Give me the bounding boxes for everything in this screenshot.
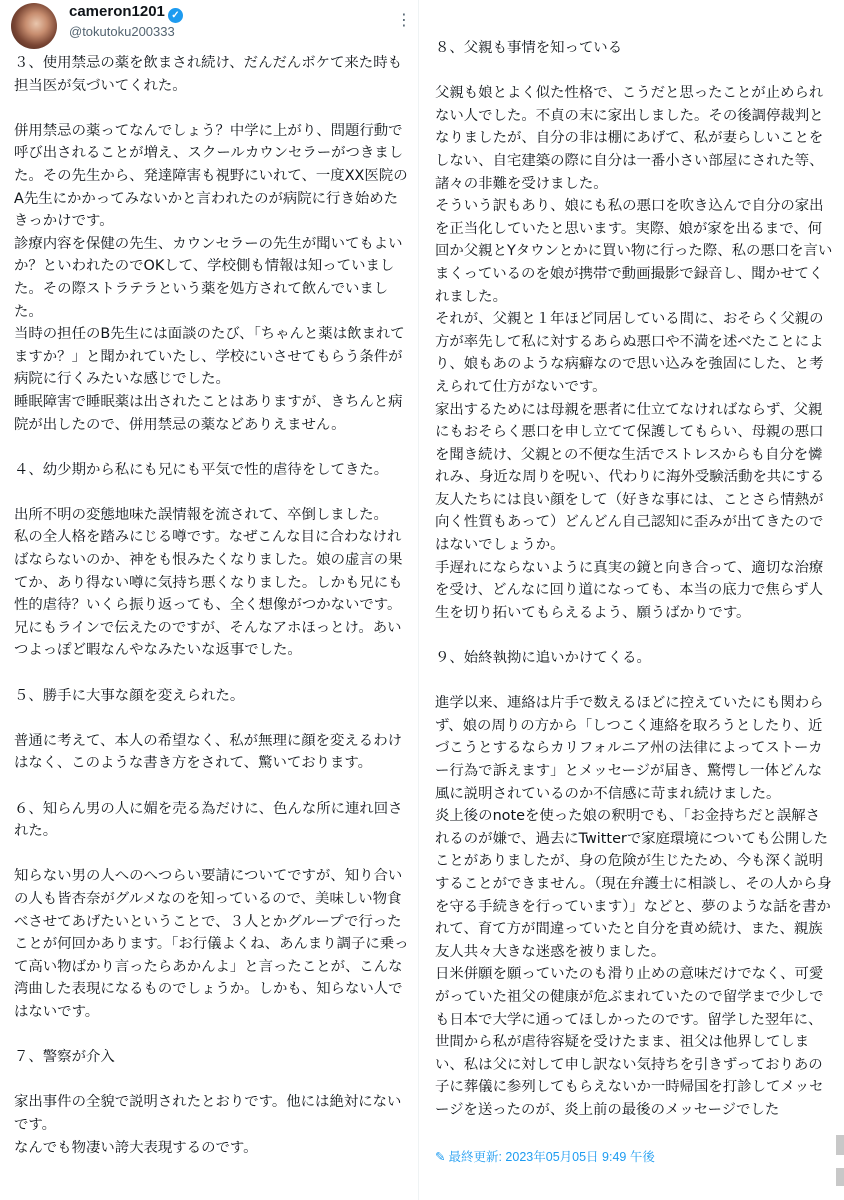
paragraph: そういう訳もあり、娘にも私の悪口を吹き込んで自分の家出を正当化していたと思います。実際、娘が家を出るまで、何回か父親とYタウンとかに買い物に行った際、私の悪口を言いまくっているのを娘が携帯で動画撮影で録音し、聞かせてくれました。 bbox=[435, 198, 833, 305]
paragraph: ７、警察が介入 bbox=[14, 1049, 115, 1066]
paragraph: ３、使用禁忌の薬を飲まされ続け、だんだんボケて来た時も担当医が気づいてくれた。 bbox=[14, 55, 402, 94]
paragraph-gap bbox=[14, 1069, 412, 1092]
scrollbar-thumb[interactable] bbox=[836, 1135, 844, 1155]
paragraph-gap bbox=[14, 481, 412, 504]
post-body-right bbox=[435, 37, 834, 1122]
paragraph: 父親も娘とよく似た性格で、こうだと思ったことが止められない人でした。不貞の末に家出しました。その後調停裁判となりましたが、自分の非は棚にあげて、私が妻らしいことをしない、自宅建築の際に自分は一番小さい部屋にされた等、諸々の非難を受けました。 bbox=[435, 85, 824, 192]
paragraph-gap bbox=[435, 670, 834, 693]
more-options-icon[interactable]: ⋮ bbox=[396, 10, 412, 29]
right-column bbox=[419, 0, 844, 1200]
paragraph: 家出事件の全貌で説明されたとおりです。他には絶対にないです。 bbox=[14, 1094, 402, 1133]
paragraph-gap bbox=[14, 662, 412, 685]
paragraph: なんでも物凄い誇大表現するのです。 bbox=[14, 1139, 258, 1156]
paragraph-gap bbox=[14, 436, 412, 459]
paragraph: ８、父親も事情を知っている bbox=[435, 40, 623, 56]
paragraph: 家出するためには母親を悪者に仕立てなければならず、父親にもおそらく悪口を申し立てて保護してもらい、母親の悪口を聞き続け、父親との不便な生活でストレスからも自分を憐れみ、身近な周りを呪い、代わりに海外受験活動を共にする友人たちには良い顔をして（好きな事には、ことさら情熱が向く性質もあって）どんどん自己認知に歪みが出てきたのではないでしょうか。 bbox=[435, 401, 825, 554]
verified-badge-icon: ✓ bbox=[168, 8, 183, 23]
paragraph-gap bbox=[14, 775, 412, 798]
last-updated-text[interactable]: 最終更新: 2023年05月05日 9:49 午後 bbox=[448, 1150, 655, 1164]
last-updated[interactable] bbox=[435, 1147, 655, 1165]
username-text[interactable]: cameron1201 bbox=[69, 3, 165, 20]
paragraph-gap bbox=[14, 843, 412, 866]
paragraph-gap bbox=[435, 624, 834, 647]
paragraph: 普通に考えて、本人の希望なく、私が無理に顔を変えるわけはなく、このような書き方をされて、驚いております。 bbox=[14, 732, 402, 772]
paragraph: 手遅れにならないように真実の鏡と向き合って、適切な治療を受け、どんなに回り道になっても、本当の底力で焦らず人生を切り拓いてもらえるよう、願うばかりです。 bbox=[435, 559, 824, 621]
paragraph: 私の全人格を踏みにじる噂です。なぜこんな目に合わなければならないのか、神をも恨みたくなりました。娘の虚言の果てか、あり得ない噂に気持ち悪くなりました。しかも兄にも性的虐待？いくら振り返っても、全く想像がつかないです。兄にもラインで伝えたのですが、そんなアホほっとけ。あいつよっぽど暇なんやなみたいな返事でした。 bbox=[14, 529, 403, 659]
paragraph: 日米併願を願っていたのも滑り止めの意味だけでなく、可愛がっていた祖父の健康が危ぶまれていたので留学まで少しでも日本で大学に通ってほしかったのです。留学した翌年に、世間から私が虐待容疑を受けたまま、祖父は他界してしまい、私は父に対して申し訳ない気持ちを引きずっておりあの子に葬儀に参列してもらえないか一時帰国を打診してメッセージを送ったのが、炎上前の最後のメッセージでした bbox=[435, 966, 824, 1118]
post-body-left bbox=[14, 52, 412, 1159]
paragraph: 当時の担任のB先生には面談のたび、「ちゃんと薬は飲まれてますか？」と聞かれていたし、学校にいさせてもらう条件が病院に行くみたいな感じでした。 bbox=[14, 326, 405, 388]
paragraph: ９、始終執拗に追いかけてくる。 bbox=[435, 650, 651, 667]
paragraph-gap bbox=[14, 707, 412, 730]
user-handle[interactable]: @tokutoku200333 bbox=[69, 24, 175, 39]
paragraph: 睡眠障害で睡眠薬は出されたことはありますが、きちんと病院が出したので、併用禁忌の薬などありえません。 bbox=[14, 393, 403, 433]
paragraph: 進学以来、連絡は片手で数えるほどに控えていたにも関わらず、娘の周りの方から「しつこく連絡を取ろうとしたり、近づこうとするならカリフォルニア州の法律によってストーカー行為で訴えます」とメッセージが届き、驚愕し一体どんな風に説明されているのか不信感に苛まれ続けました。 bbox=[435, 695, 824, 802]
post-header bbox=[11, 0, 411, 50]
username[interactable] bbox=[69, 3, 183, 23]
paragraph: 知らない男の人へのへつらい要請についてですが、知り合いの人も皆杏奈がグルメなのを知っているので、美味しい物食べさせてあげたいということで、３人とかグループで行ったことが何回かあります。「お行儀よくね、あんまり調子に乗って高い物ばかり言ったらあかんよ」と言ったことが、こんな湾曲した表現になるものでしょうか。しかも、知らない人ではないです。 bbox=[14, 868, 409, 1020]
paragraph: 出所不明の変態地味た誤情報を流されて、卒倒しました。 bbox=[14, 506, 388, 523]
paragraph-gap bbox=[14, 97, 412, 120]
paragraph: それが、父親と１年ほど同居している間に、おそらく父親の方が率先して私に対するあらぬ悪口や不満を述べたことにより、娘もあのような病癖なので思い込みを強固にした、と考えられて仕方がないです。 bbox=[435, 311, 824, 395]
paragraph: ６、知らん男の人に媚を売る為だけに、色んな所に連れ回された。 bbox=[14, 800, 403, 840]
paragraph: ５、勝手に大事な顔を変えられた。 bbox=[14, 687, 245, 704]
avatar[interactable] bbox=[11, 3, 57, 49]
paragraph: 診療内容を保健の先生、カウンセラーの先生が聞いてもよいか？といわれたのでOKして、学校側も情報は知っていました。その際ストラテラという薬を処方されて飲んでいました。 bbox=[14, 235, 403, 320]
paragraph-gap bbox=[14, 1024, 412, 1047]
paragraph-gap bbox=[435, 60, 834, 83]
paragraph: ４、幼少期から私にも兄にも平気で性的虐待をしてきた。 bbox=[14, 461, 389, 478]
left-column bbox=[0, 0, 419, 1200]
edit-pencil-icon: ✎ bbox=[435, 1150, 446, 1164]
paragraph: 併用禁忌の薬ってなんでしょう？中学に上がり、問題行動で呼び出されることが増え、スクールカウンセラーがつきました。その先生から、発達障害も視野にいれて、一度XX医院のA先生にかかってみないかと言われたのが病院に行き始めたきっかけです。 bbox=[14, 122, 408, 230]
scrollbar-thumb[interactable] bbox=[836, 1168, 844, 1186]
paragraph: 炎上後のnoteを使った娘の釈明でも、「お金持ちだと誤解されるのが嫌で、過去にTwitterで家庭環境についても公開したことがありましたが、身の危険が生じたため、今も深く説明することができません。（現在弁護士に相談し、その人から身を守る手続きを行っています）」などと、夢のような話を書かれて、育て方が間違っていたと自分を責め続け、また、親族友人共々大きな迷惑を被りました。 bbox=[435, 808, 832, 960]
